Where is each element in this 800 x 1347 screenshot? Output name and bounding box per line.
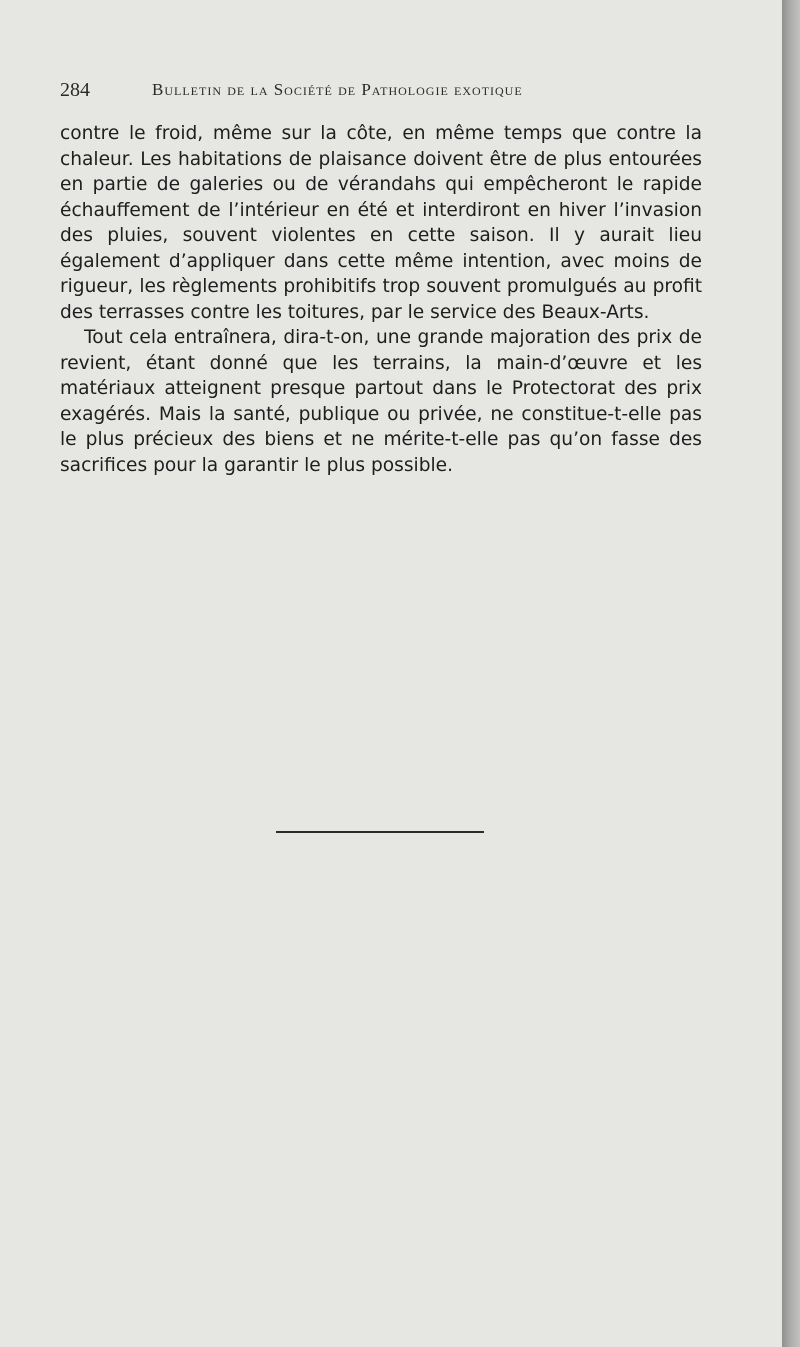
section-separator-rule — [276, 831, 484, 833]
paragraph-1: contre le froid, même sur la côte, en même temps que contre la chaleur. Les habitations de plaisance doivent être de plus entourées en partie de galeries ou de vérandahs qui empêcheront le rapide échauffement de l’intérieur en été et interdiront en hiver l’invasion des pluies, souvent violentes en cette saison. Il y aurait lieu également d’appliquer dans cette même intention, avec moins de rigueur, les règlements prohibitifs trop souvent promulgués au profit des terrasses contre les toitures, par le service des Beaux-Arts. — [60, 123, 702, 323]
page-edge-shadow — [782, 0, 800, 1347]
page-number: 284 — [60, 79, 90, 101]
body-text — [60, 121, 702, 478]
paragraph-2: Tout cela entraînera, dira-t-on, une grande majoration des prix de revient, étant donné que les terrains, la main-d’œuvre et les matériaux atteignent presque partout dans le Protectorat des prix exagérés. Mais la santé, publique ou privée, ne constitue-t-elle pas le plus précieux des biens et ne mérite-t-elle pas qu’on fasse des sacrifices pour la garantir le plus possible. — [60, 327, 702, 476]
journal-title: Bulletin de la Société de Pathologie exotique — [152, 80, 523, 99]
running-head — [60, 78, 702, 102]
